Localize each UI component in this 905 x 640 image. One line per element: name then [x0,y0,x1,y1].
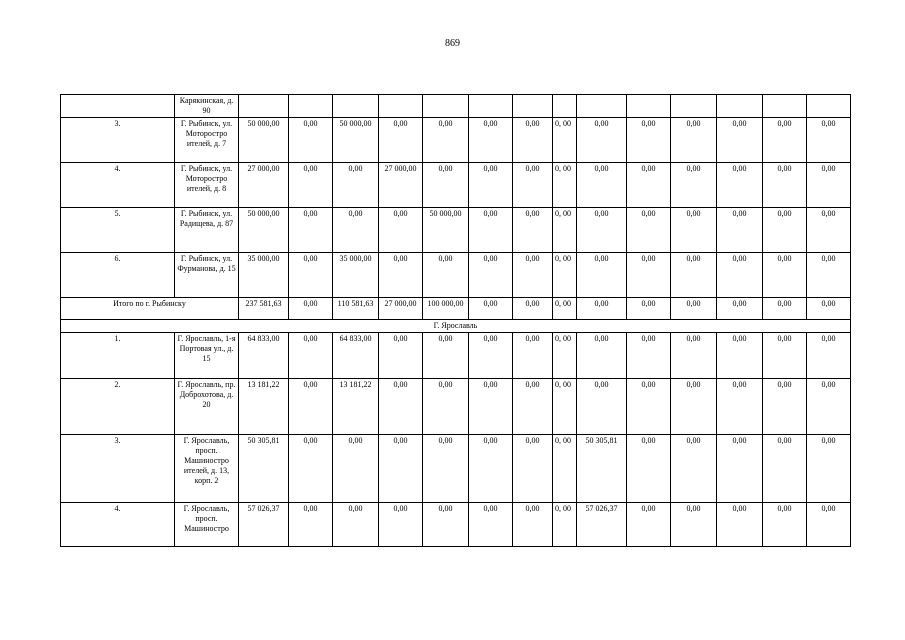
value-cell: 0,00 [671,208,717,253]
table-row [61,435,851,503]
value-cell: 0,00 [671,333,717,379]
address-cell: Г. Рыбинск, ул. Радищева, д. 87 [175,208,239,253]
value-cell: 0,00 [423,379,469,435]
value-cell: 50 000,00 [333,118,379,163]
page-number: 869 [445,38,460,49]
value-cell: 13 181,22 [333,379,379,435]
value-cell: 0,00 [577,298,627,320]
value-cell: 0, 00 [553,503,577,547]
value-cell: 0,00 [717,208,763,253]
value-cell: 0,00 [807,118,851,163]
value-cell: 0,00 [289,298,333,320]
value-cell: 0,00 [379,118,423,163]
value-cell: 0,00 [379,379,423,435]
value-cell: 237 581,63 [239,298,289,320]
value-cell: 0,00 [577,253,627,298]
table-row [61,95,851,118]
value-cell: 0,00 [289,208,333,253]
value-cell: 0,00 [333,503,379,547]
value-cell: 0,00 [513,118,553,163]
address-cell: Г. Ярославль, 1-я Портовая ул., д. 15 [175,333,239,379]
value-cell: 0,00 [469,208,513,253]
row-number: 3. [61,435,175,503]
value-cell: 0,00 [807,333,851,379]
value-cell: 0,00 [423,435,469,503]
value-cell: 0,00 [513,253,553,298]
value-cell [333,95,379,118]
value-cell: 0, 00 [553,163,577,208]
value-cell: 0,00 [763,379,807,435]
value-cell: 0,00 [469,298,513,320]
value-cell: 0,00 [671,379,717,435]
value-cell [671,95,717,118]
value-cell: 0, 00 [553,298,577,320]
value-cell: 0,00 [423,163,469,208]
value-cell: 0,00 [289,163,333,208]
address-cell: Г. Рыбинск, ул. Моторостро ителей, д. 8 [175,163,239,208]
value-cell: 0,00 [469,435,513,503]
value-cell: 0,00 [763,503,807,547]
value-cell: 13 181,22 [239,379,289,435]
value-cell: 0,00 [289,118,333,163]
table-row [61,503,851,547]
budget-table [60,94,851,547]
value-cell: 0,00 [671,163,717,208]
row-number [61,95,175,118]
value-cell: 0,00 [627,333,671,379]
value-cell: 0,00 [289,435,333,503]
value-cell: 0,00 [379,253,423,298]
value-cell: 0,00 [627,298,671,320]
address-cell: Г. Ярославль, просп. Машиностро [175,503,239,547]
value-cell [289,95,333,118]
value-cell: 0,00 [807,163,851,208]
value-cell: 0,00 [807,435,851,503]
value-cell: 0,00 [333,208,379,253]
table-row [61,118,851,163]
address-cell: Г. Ярославль, просп. Машиностро ителей, д. 13, корп. 2 [175,435,239,503]
row-number: 4. [61,503,175,547]
value-cell: 0,00 [289,333,333,379]
value-cell: 0,00 [333,435,379,503]
value-cell: 0,00 [577,163,627,208]
value-cell [553,95,577,118]
address-cell: Г. Рыбинск, ул. Фурманова, д. 15 [175,253,239,298]
address-cell: Карякинская, д. 90 [175,95,239,118]
value-cell: 0,00 [379,503,423,547]
value-cell: 57 026,37 [577,503,627,547]
value-cell: 50 305,81 [239,435,289,503]
value-cell: 0,00 [513,379,553,435]
value-cell: 50 305,81 [577,435,627,503]
value-cell: 0,00 [807,379,851,435]
value-cell [807,95,851,118]
section-title: Г. Ярославль [61,320,851,333]
row-number: 6. [61,253,175,298]
row-number: 4. [61,163,175,208]
value-cell: 0,00 [513,333,553,379]
value-cell: 50 000,00 [239,208,289,253]
value-cell: 0,00 [717,333,763,379]
value-cell: 0, 00 [553,333,577,379]
value-cell: 0,00 [807,503,851,547]
value-cell: 64 833,00 [239,333,289,379]
value-cell: 0,00 [627,435,671,503]
table-body [61,95,851,547]
value-cell: 0,00 [627,379,671,435]
row-number: 1. [61,333,175,379]
value-cell: 0,00 [627,208,671,253]
section-header-row [61,320,851,333]
value-cell: 0,00 [763,333,807,379]
value-cell: 0,00 [717,503,763,547]
value-cell: 0,00 [469,333,513,379]
value-cell: 0,00 [763,163,807,208]
value-cell: 0,00 [513,163,553,208]
value-cell: 0,00 [763,208,807,253]
table-row [61,379,851,435]
value-cell: 0,00 [513,298,553,320]
value-cell: 0,00 [763,435,807,503]
value-cell: 0,00 [717,163,763,208]
value-cell: 27 000,00 [379,298,423,320]
table-row [61,333,851,379]
total-row [61,298,851,320]
value-cell: 0,00 [763,298,807,320]
value-cell: 27 000,00 [239,163,289,208]
value-cell: 0,00 [289,379,333,435]
value-cell: 0, 00 [553,435,577,503]
value-cell [717,95,763,118]
value-cell: 0,00 [627,503,671,547]
value-cell: 0,00 [289,503,333,547]
value-cell: 0,00 [807,253,851,298]
value-cell: 0,00 [469,253,513,298]
value-cell: 0,00 [513,435,553,503]
value-cell [379,95,423,118]
value-cell: 0,00 [379,435,423,503]
value-cell: 0,00 [333,163,379,208]
value-cell: 0,00 [807,208,851,253]
row-number: 3. [61,118,175,163]
value-cell: 0,00 [379,208,423,253]
row-number: 2. [61,379,175,435]
value-cell: 0,00 [469,163,513,208]
address-cell: Г. Ярославль, пр. Доброхотова, д. 20 [175,379,239,435]
value-cell: 0,00 [513,503,553,547]
value-cell: 0,00 [423,253,469,298]
value-cell [577,95,627,118]
value-cell: 0,00 [717,435,763,503]
value-cell: 0,00 [671,435,717,503]
value-cell: 0,00 [717,253,763,298]
value-cell: 57 026,37 [239,503,289,547]
value-cell: 0,00 [763,253,807,298]
value-cell [469,95,513,118]
table-row [61,208,851,253]
value-cell: 0,00 [671,298,717,320]
value-cell: 0,00 [627,163,671,208]
value-cell: 35 000,00 [239,253,289,298]
value-cell: 100 000,00 [423,298,469,320]
value-cell: 0,00 [469,503,513,547]
value-cell: 0,00 [717,298,763,320]
value-cell: 0,00 [423,118,469,163]
value-cell: 0,00 [379,333,423,379]
value-cell: 0,00 [469,379,513,435]
value-cell: 0,00 [289,253,333,298]
value-cell: 0,00 [671,118,717,163]
value-cell: 50 000,00 [239,118,289,163]
value-cell: 0,00 [577,333,627,379]
value-cell: 0,00 [717,379,763,435]
value-cell: 0,00 [423,333,469,379]
value-cell: 0,00 [577,379,627,435]
value-cell: 64 833,00 [333,333,379,379]
value-cell: 0,00 [469,118,513,163]
value-cell: 0, 00 [553,208,577,253]
value-cell: 0,00 [513,208,553,253]
value-cell [513,95,553,118]
value-cell: 0,00 [807,298,851,320]
value-cell: 0,00 [717,118,763,163]
value-cell: 0,00 [627,118,671,163]
value-cell: 0,00 [763,118,807,163]
value-cell: 27 000,00 [379,163,423,208]
value-cell: 0,00 [627,253,671,298]
value-cell [239,95,289,118]
value-cell: 110 581,63 [333,298,379,320]
value-cell: 0,00 [577,118,627,163]
value-cell: 0,00 [577,208,627,253]
value-cell: 35 000,00 [333,253,379,298]
value-cell [423,95,469,118]
address-cell: Г. Рыбинск, ул. Моторостро ителей, д. 7 [175,118,239,163]
table-row [61,163,851,208]
value-cell [763,95,807,118]
value-cell: 0,00 [671,253,717,298]
value-cell: 50 000,00 [423,208,469,253]
value-cell: 0, 00 [553,379,577,435]
value-cell: 0,00 [671,503,717,547]
value-cell [627,95,671,118]
table-row [61,253,851,298]
value-cell: 0, 00 [553,118,577,163]
total-label: Итого по г. Рыбинску [61,298,239,320]
row-number: 5. [61,208,175,253]
value-cell: 0,00 [423,503,469,547]
value-cell: 0, 00 [553,253,577,298]
